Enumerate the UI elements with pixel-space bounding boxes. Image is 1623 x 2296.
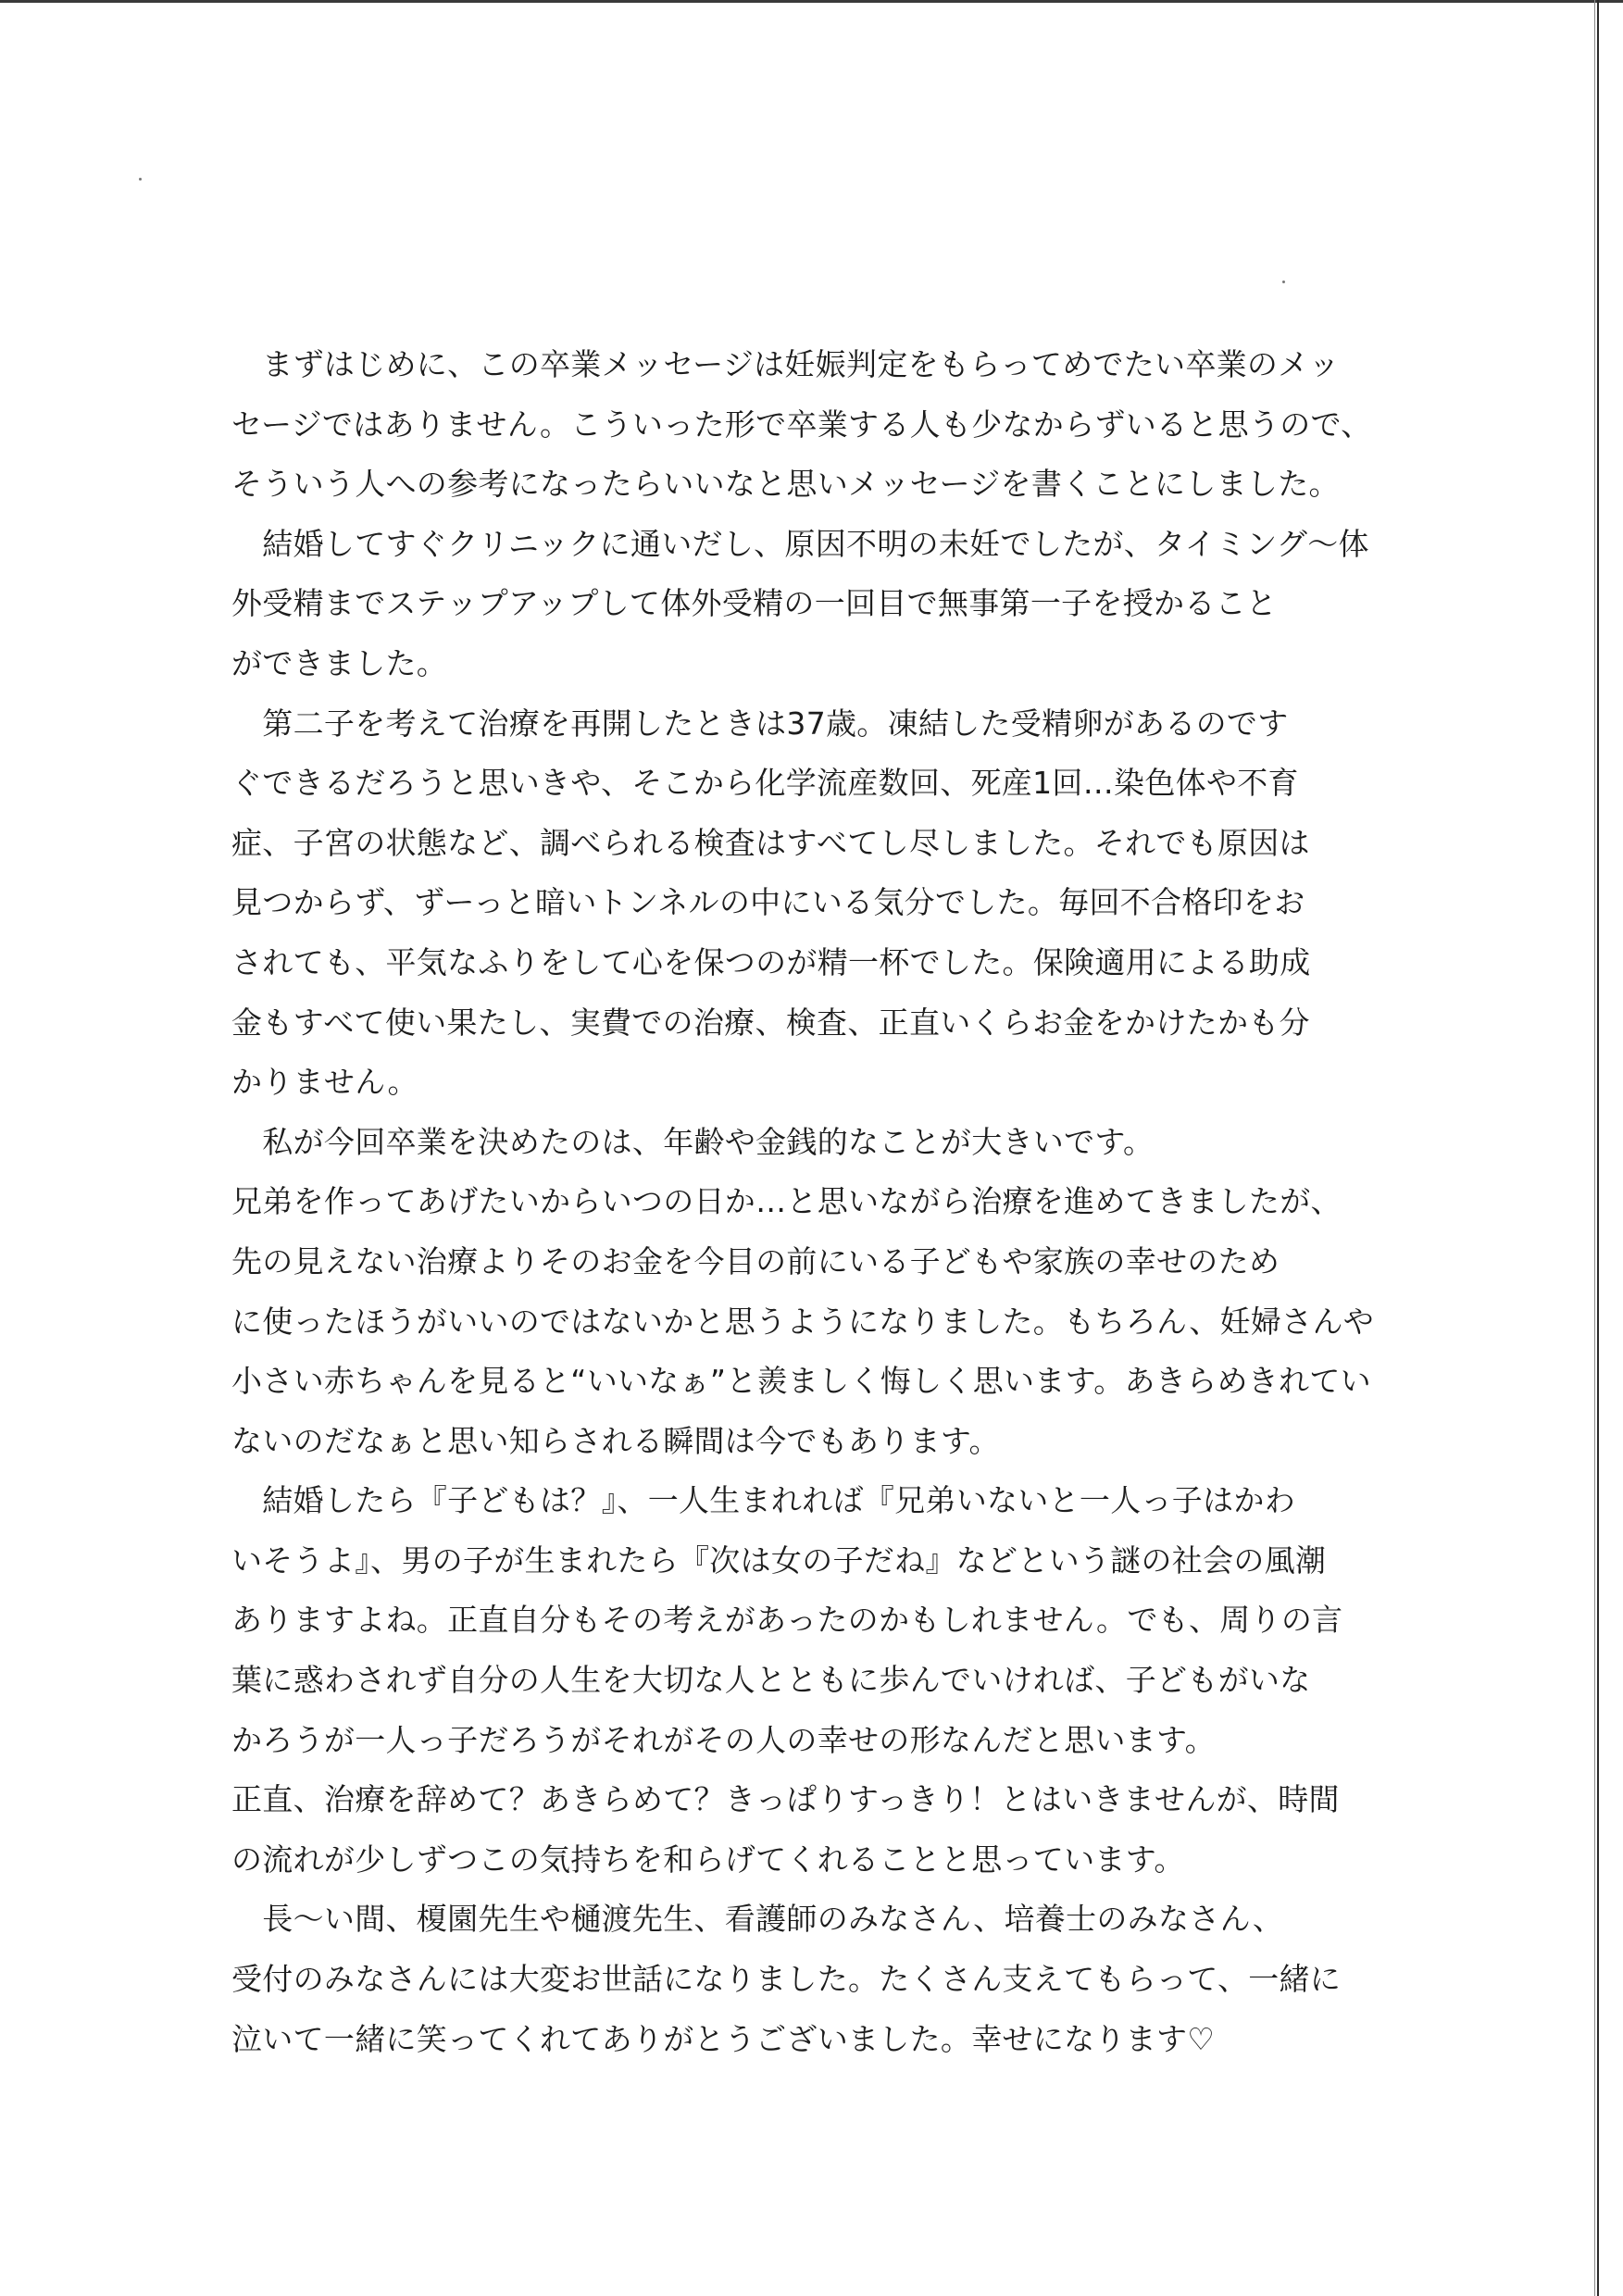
message-line: ないのだなぁと思い知らされる瞬間は今でもあります。 (231, 1422, 1000, 1459)
message-line: そういう人への参考になったらいいなと思いメッセージを書くことにしました。 (231, 466, 1340, 503)
message-line: 第二子を考えて治療を再開したときは37歳。凍結した受精卵があるのです (231, 705, 1289, 742)
message-line: 葉に惑わされず自分の人生を大切な人とともに歩んでいければ、子どもがいな (231, 1662, 1311, 1699)
message-line: 泣いて一緒に笑ってくれてありがとうございました。幸せになります♡ (231, 2020, 1216, 2057)
message-line: 受付のみなさんには大変お世話になりました。たくさん支えてもらって、一緒に (231, 1961, 1342, 1998)
message-line: いそうよ』、男の子が生まれたら『次は女の子だね』などという謎の社会の風潮 (231, 1541, 1327, 1578)
scan-speck (1282, 281, 1285, 283)
message-line: 症、子宮の状態など、調べられる検査はすべてし尽しました。それでも原因は (231, 824, 1310, 861)
graduation-message (231, 335, 1435, 2069)
message-line: 結婚したら『子どもは？』、一人生まれれば『兄弟いないと一人っ子はかわ (231, 1482, 1295, 1519)
message-line: 正直、治療を辞めて？あきらめて？きっぱりすっきり！とはいきませんが、時間 (231, 1781, 1340, 1818)
message-line: かりません。 (231, 1064, 418, 1101)
scan-top-edge (0, 0, 1623, 3)
message-line: 長～い間、榎園先生や樋渡先生、看護師のみなさん、培養士のみなさん、 (231, 1901, 1284, 1938)
message-line: の流れが少しずつこの気持ちを和らげてくれることと思っています。 (231, 1841, 1185, 1878)
message-line: 私が今回卒業を決めたのは、年齢や金銭的なことが大きいです。 (231, 1123, 1155, 1160)
message-line: セージではありません。こういった形で卒業する人も少なからずいると思うので、 (231, 406, 1372, 443)
message-line: ができました。 (231, 644, 448, 681)
message-line: 金もすべて使い果たし、実費での治療、検査、正直いくらお金をかけたかも分 (231, 1004, 1310, 1041)
message-line: かろうが一人っ子だろうがそれがその人の幸せの形なんだと思います。 (231, 1721, 1216, 1758)
scan-right-edge-shadow (1594, 0, 1595, 2296)
message-line: 兄弟を作ってあげたいからいつの日か…と思いながら治療を進めてきましたが、 (231, 1183, 1342, 1220)
message-line: 小さい赤ちゃんを見ると“いいなぁ”と羨ましく悔しく思います。あきらめきれてい (231, 1363, 1371, 1400)
scan-speck (139, 178, 142, 181)
message-line: まずはじめに、この卒業メッセージは妊娠判定をもらってめでたい卒業のメッ (231, 346, 1340, 382)
message-line: 外受精までステップアップして体外受精の一回目で無事第一子を授かること (231, 585, 1278, 622)
message-line: されても、平気なふりをして心を保つのが精一杯でした。保険適用による助成 (231, 943, 1311, 980)
message-line: ありますよね。正直自分もその考えがあったのかもしれません。でも、周りの言 (231, 1602, 1343, 1639)
message-line: ぐできるだろうと思いきや、そこから化学流産数回、死産1回…染色体や不育 (231, 765, 1299, 802)
message-line: 結婚してすぐクリニックに通いだし、原因不明の未妊でしたが、タイミング～体 (231, 525, 1369, 562)
message-line: 先の見えない治療よりそのお金を今目の前にいる子どもや家族の幸せのため (231, 1242, 1280, 1279)
message-line: 見つからず、ずーっと暗いトンネルの中にいる気分でした。毎回不合格印をお (231, 884, 1305, 921)
message-line: に使ったほうがいいのではないかと思うようになりました。もちろん、妊婦さんや (231, 1303, 1375, 1340)
scan-right-edge (1597, 0, 1599, 2296)
